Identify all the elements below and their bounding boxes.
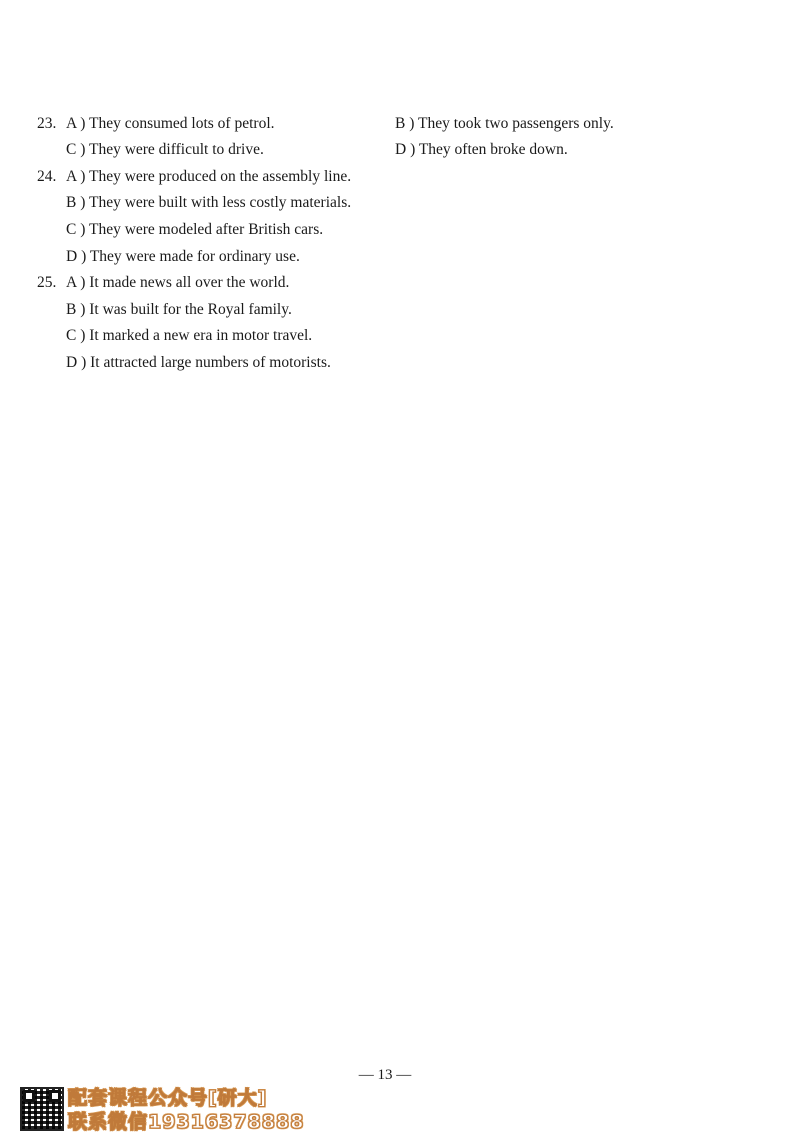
option-c: C ) It marked a new era in motor travel. — [66, 327, 313, 344]
option-a: A ) It made news all over the world. — [66, 274, 290, 291]
option-a: A ) They were produced on the assembly line. — [66, 168, 352, 185]
option-d: D ) They were made for ordinary use. — [66, 248, 300, 265]
option-b: B ) They were built with less costly materials. — [66, 194, 352, 211]
question-number: 25. — [37, 274, 57, 291]
option-d: D ) They often broke down. — [395, 141, 568, 158]
question-number: 24. — [37, 168, 57, 185]
option-a: A ) They consumed lots of petrol. — [66, 115, 275, 132]
watermark-line-2: 联系微信19316378888 — [68, 1111, 305, 1133]
page-number: — 13 — — [358, 1067, 412, 1083]
question-number: 23. — [37, 115, 57, 132]
option-b: B ) They took two passengers only. — [395, 115, 614, 132]
option-c: C ) They were modeled after British cars. — [66, 221, 324, 238]
watermark-line-1: 配套课程公众号[研大] — [68, 1087, 268, 1109]
qr-code-icon — [20, 1087, 64, 1131]
watermark-banner — [20, 1087, 320, 1135]
option-d: D ) It attracted large numbers of motorists. — [66, 354, 331, 371]
option-b: B ) It was built for the Royal family. — [66, 301, 292, 318]
option-c: C ) They were difficult to drive. — [66, 141, 264, 158]
